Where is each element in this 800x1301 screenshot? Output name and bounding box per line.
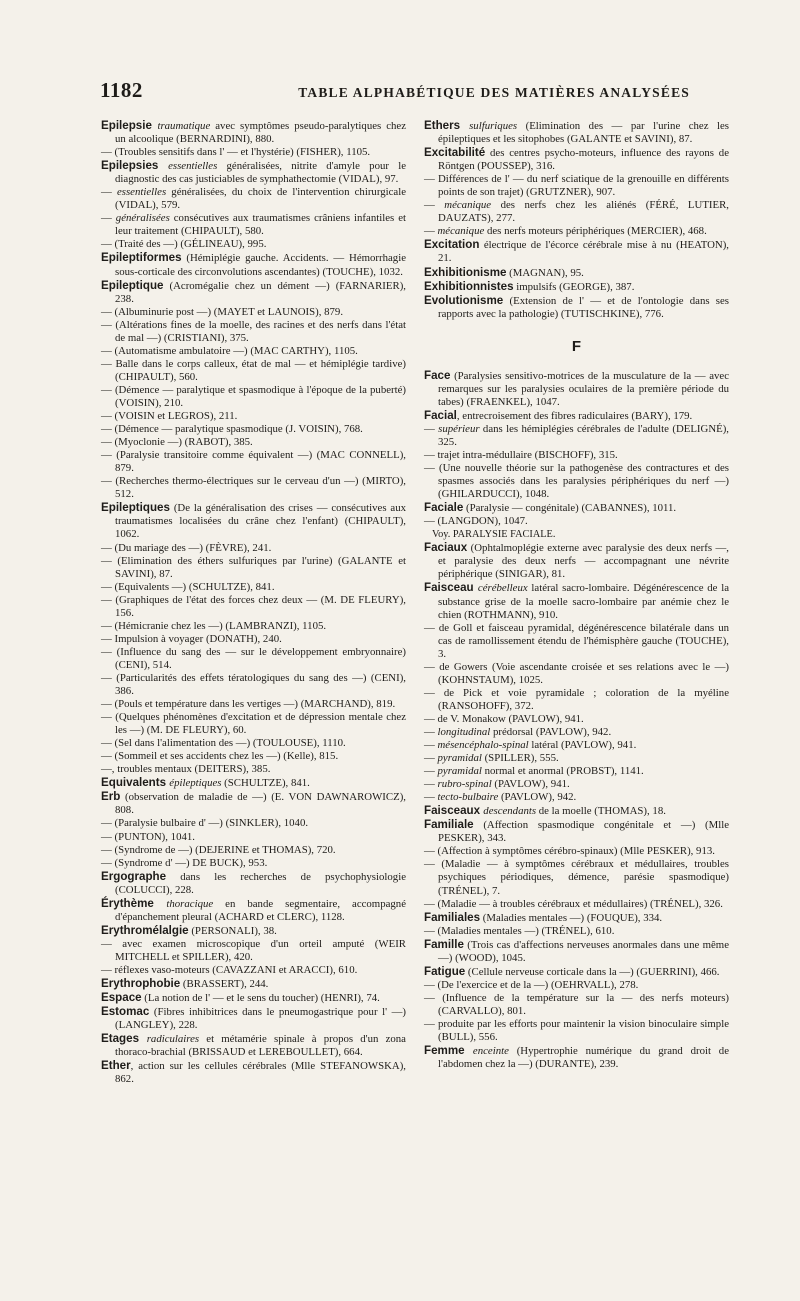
entry-heading: Epileptique: [101, 278, 164, 292]
index-entry: [424, 965, 729, 979]
right-column-bottom: [424, 369, 729, 1071]
entry-text: (Hémiplégie gauche. Accidents. — Hémorrhagie sous-corticale des circonvolutions ascendantes) (TOUCHE), 1032.: [115, 252, 406, 278]
page-number: 1182: [100, 78, 143, 102]
entry-qualifier: généralisées: [115, 212, 170, 225]
entry-text: — (Recherches thermo-électriques sur le cerveau d'un —) (MIRTO), 512.: [101, 475, 406, 501]
index-entry: [101, 1032, 406, 1059]
entry-text: — (Influence de la température sur la — des nerfs moteurs) (CARVALLO), 801.: [424, 991, 729, 1017]
index-entry: [101, 711, 406, 737]
entry-text: — (Démence — paralytique spasmodique (J. VOISIN), 768.: [101, 423, 363, 436]
entry-text: (SPILLER), 555.: [481, 752, 559, 765]
index-entry: [101, 938, 406, 964]
entry-heading: Excitabilité: [424, 146, 486, 160]
right-column: [424, 119, 729, 1071]
entry-text: et métamérie spinale à propos d'un zona thoraco-brachial (BRISSAUD et LEREBOULLET), 664.: [115, 1033, 406, 1059]
entry-text: (Extension de l' — et de l'ontologie dans ses rapports avec la pathologie) (TUTISCHKINE), 776.: [438, 294, 729, 320]
entry-text: — (Altérations fines de la moelle, des racines et des nerfs dans l'état de mal —) (CRISTIANI), 375.: [101, 318, 406, 344]
index-entry: [101, 991, 406, 1005]
entry-qualifier: traumatique: [157, 120, 211, 132]
index-entry: [424, 726, 729, 739]
entry-text: —: [424, 422, 439, 435]
index-entry: [424, 423, 729, 449]
index-entry: [101, 1059, 406, 1086]
entry-text: — (Graphiques de l'état des forces chez deux — (M. DE FLEURY), 156.: [101, 593, 406, 619]
entry-heading: Facial: [424, 408, 457, 422]
entry-text: — (Démence — paralytique et spasmodique à l'époque de la puberté) (VOISIN), 210.: [101, 383, 406, 409]
entry-text: — Balle dans le corps calleux, état de mal — et hémiplégie tardive) (CHIPAULT), 560.: [101, 357, 406, 383]
index-entry: [101, 475, 406, 501]
entry-text: — (Albuminurie post —) (MAYET et LAUNOIS), 879.: [101, 305, 344, 318]
entry-heading: Espace: [101, 991, 142, 1005]
entry-text: — (Paralysie transitoire comme équivalent —) (MAC CONNELL), 879.: [101, 449, 406, 475]
entry-heading: Faisceau: [424, 581, 478, 595]
entry-text: de la moelle (THOMAS), 18.: [536, 805, 666, 818]
index-entry: [101, 146, 406, 159]
index-entry: [424, 541, 729, 581]
index-entry: [101, 186, 406, 212]
index-entry: [424, 449, 729, 462]
index-entry: [101, 581, 406, 594]
index-entry: [424, 1044, 729, 1071]
entry-text: (BRASSERT), 244.: [180, 978, 269, 991]
entry-heading: Exhibitionnistes: [424, 279, 514, 293]
entry-text: (La notion de l' — et le sens du toucher) (HENRI), 74.: [141, 992, 380, 1005]
entry-heading: Epilepsie: [101, 119, 158, 132]
entry-text: (PERSONALI), 38.: [188, 924, 277, 937]
index-entry: [424, 845, 729, 858]
entry-text: en bande segmentaire, accompagné d'épanchement pleural (ACHARD et CLERC), 1128.: [115, 897, 406, 923]
index-entry: [101, 698, 406, 711]
index-entry: [101, 672, 406, 698]
entry-text: — (Particularités des effets tératologiques du sang des —) (CENI), 386.: [101, 671, 406, 698]
entry-text: — (Paralysie bulbaire d' —) (SINKLER), 1040.: [101, 817, 309, 830]
entry-heading: Ether: [101, 1059, 131, 1073]
index-entry: [101, 436, 406, 449]
entry-text: — (Automatisme ambulatoire —) (MAC CARTHY), 1105.: [101, 344, 358, 357]
entry-qualifier: cérébelleux: [477, 582, 528, 595]
entry-heading: Faisceaux: [424, 804, 484, 818]
index-entry: [101, 423, 406, 436]
entry-qualifier: épileptiques: [169, 777, 222, 790]
index-entry: [101, 384, 406, 410]
index-entry: [101, 306, 406, 319]
entry-heading: Equivalents: [101, 776, 170, 790]
entry-text: — (Maladie — à troubles cérébraux et médullaires) (TRÉNEL), 326.: [424, 897, 723, 910]
entry-text: — Différences de l' — du nerf sciatique de la grenouille en différents points de son trajet) (GRUTZNER), 907.: [424, 173, 729, 199]
entry-text: (Fibres inhibitrices dans le pneumogastrique pour l' —) (LANGLEY), 228.: [115, 1006, 406, 1032]
entry-text: — de V. Monakow (PAVLOW), 941.: [424, 712, 584, 725]
index-entry: [424, 898, 729, 911]
index-entry: [101, 844, 406, 857]
index-entry: [101, 763, 406, 776]
entry-text: (Maladies mentales —) (FOUQUE), 334.: [480, 911, 663, 924]
entry-qualifier: essentielles: [116, 186, 167, 199]
entry-text: — (Affection à symptômes cérébro-spinaux) (Mlle PESKER), 913.: [424, 845, 715, 858]
index-entry: [424, 515, 729, 528]
index-entry: [424, 581, 729, 621]
index-entry: [424, 925, 729, 938]
entry-qualifier: enceinte: [472, 1045, 509, 1058]
index-entry: [424, 369, 729, 409]
entry-qualifier: supérieur: [438, 422, 480, 435]
entry-text: (Affection spasmodique congénitale et —) (Mlle PESKER), 343.: [438, 819, 729, 845]
index-entry: [424, 238, 729, 265]
index-entry: [101, 345, 406, 358]
entry-text: prédorsal (PAVLOW), 942.: [490, 725, 612, 738]
entry-text: — (Quelques phénomènes d'excitation et de dépression mentale chez les —) (M. DE FLEURY), 60.: [101, 711, 406, 737]
index-entry: [424, 687, 729, 713]
left-column: [101, 119, 406, 1086]
entry-heading: Faciaux: [424, 541, 468, 555]
entry-text: —: [424, 199, 445, 212]
index-entry: [101, 542, 406, 555]
entry-text: — produite par les efforts pour maintenir la vision binoculaire simple (BULL), 556.: [424, 1018, 729, 1044]
index-entry: [424, 778, 729, 791]
index-entry: [424, 713, 729, 726]
index-entry: [424, 858, 729, 897]
index-entry: [424, 938, 729, 965]
index-entry: [101, 790, 406, 817]
entry-text: —: [424, 725, 438, 738]
entry-heading: Estomac: [101, 1005, 150, 1019]
index-entry: [424, 739, 729, 752]
entry-heading: Familiale: [424, 818, 474, 832]
entry-text: (observation de maladie de —) (E. VON DAWNAROWICZ), 808.: [115, 791, 406, 817]
entry-heading: Femme: [424, 1044, 473, 1058]
entry-heading: Famille: [424, 937, 464, 951]
entry-text: consécutives aux traumatismes crâniens infantiles et leur traitement (CHIPAULT), 580.: [115, 212, 406, 238]
entry-text: — (Maladie — à symptômes cérébraux et médullaires, troubles psychiques périodiques, démence, parésie spasmodique) (TRÉNEL), 7.: [424, 858, 729, 897]
index-entry: [101, 897, 406, 924]
entry-text: — de Goll et faisceau pyramidal, dégénérescence bilatérale dans un cas de ramollissement étendu de l'hémisphère gauche (TOUCHE), 3.: [424, 621, 729, 660]
entry-text: (PAVLOW), 941.: [491, 778, 570, 791]
index-entry: [101, 737, 406, 750]
entry-text: (PAVLOW), 942.: [498, 791, 577, 804]
index-entry: [424, 146, 729, 173]
index-entry: [101, 319, 406, 345]
page-header: [100, 78, 760, 104]
entry-qualifier: sulfuriques: [469, 120, 518, 132]
index-entry: [424, 280, 729, 294]
entry-text: — (Sommeil et ses accidents chez les —) (Kelle), 815.: [101, 750, 339, 763]
entry-heading: Erb: [101, 790, 121, 804]
entry-qualifier: descendants: [483, 805, 537, 818]
entry-qualifier: pyramidal: [437, 752, 482, 765]
entry-heading: Evolutionisme: [424, 293, 504, 307]
entry-text: (Paralysies sensitivo-motrices de la musculature de la — avec remarques sur les paralysies oculaires de la première période du tabes) (FRAENKEL), 1047.: [438, 369, 729, 408]
entry-text: —: [424, 765, 438, 778]
entry-heading: Faciale: [424, 501, 464, 515]
index-entry: [424, 501, 729, 515]
entry-qualifier: tecto-bulbaire: [437, 791, 499, 804]
index-entry: [101, 358, 406, 384]
entry-qualifier: mésencéphalo-spinal: [437, 739, 529, 752]
entry-text: (Acromégalie chez un dément —) (FARNARIER), 238.: [115, 279, 406, 305]
entry-text: — (PUNTON), 1041.: [101, 830, 195, 843]
entry-heading: Erythrophobie: [101, 977, 181, 991]
entry-heading: Fatigue: [424, 964, 466, 978]
entry-heading: Epileptiques: [101, 501, 170, 515]
index-entry: [101, 279, 406, 306]
index-entry: [101, 251, 406, 278]
entry-text: — (VOISIN et LEGROS), 211.: [101, 410, 238, 423]
index-entry: [101, 977, 406, 991]
index-entry: [101, 750, 406, 763]
index-entry: [101, 119, 406, 146]
entry-text: — (Influence du sang des — sur le développement embryonnaire) (CENI), 514.: [101, 645, 406, 671]
index-entry: [424, 294, 729, 321]
index-entry: [424, 992, 729, 1018]
index-entry: [101, 924, 406, 938]
entry-text: dans les recherches de psychophysiologie (COLUCCI), 228.: [115, 870, 406, 896]
index-entry: [101, 776, 406, 790]
entry-text: , action sur les cellules cérébrales (Mlle STEFANOWSKA), 862.: [115, 1060, 406, 1086]
index-entry: [424, 765, 729, 778]
entry-qualifier: mécanique: [444, 199, 492, 212]
entry-heading: Érythème: [101, 896, 167, 910]
entry-text: des centres psycho-moteurs, influence des rayons de Röntgen (POUSSEP), 316.: [438, 147, 729, 173]
entry-text: — (Pouls et température dans les vertiges —) (MARCHAND), 819.: [101, 698, 396, 711]
entry-text: — (De l'exercice et de la —) (OEHRVALL), 278.: [424, 978, 639, 991]
entry-text: — (Hémicranie chez les —) (LAMBRANZI), 1105.: [101, 619, 327, 632]
entry-text: — Impulsion à voyager (DONATH), 240.: [101, 632, 282, 645]
index-entry: [424, 225, 729, 238]
index-entry: [424, 119, 729, 146]
entry-text: des nerfs chez les aliénés (FÉRÉ, LUTIER, DAUZATS), 277.: [438, 199, 729, 225]
entry-heading: Excitation: [424, 238, 480, 252]
entry-text: (Cellule nerveuse corticale dans la —) (GUERRINI), 466.: [465, 965, 720, 978]
entry-text: (Trois cas d'affections nerveuses anormales dans une même —) (WOOD), 1045.: [438, 938, 729, 964]
entry-qualifier: mécanique: [437, 225, 485, 238]
entry-text: —: [101, 212, 116, 225]
entry-qualifier: longitudinal: [437, 725, 491, 738]
index-entry: [101, 857, 406, 870]
entry-text: —: [424, 739, 438, 752]
entry-text: dans les hémiplégies cérébrales de l'adulte (DELIGNÉ), 325.: [438, 422, 730, 448]
entry-text: —: [101, 186, 117, 199]
entry-text: (SCHULTZE), 841.: [221, 777, 310, 790]
entry-text: (De la généralisation des crises — consécutives aux traumatismes localisées du crâne chez l'enfant) (CHIPAULT), 1062.: [115, 502, 406, 541]
entry-text: —, troubles mentaux (DEITERS), 385.: [101, 763, 271, 776]
entry-text: des nerfs moteurs périphériques (MERCIER), 468.: [484, 225, 707, 238]
entry-qualifier: rubro-spinal: [437, 778, 492, 791]
entry-text: — avec examen microscopique d'un orteil amputé (WEIR MITCHELL et SPILLER), 420.: [101, 937, 406, 963]
index-entry: [101, 646, 406, 672]
index-entry: [101, 501, 406, 541]
index-entry: [424, 818, 729, 845]
index-entry: [101, 410, 406, 423]
index-entry: [101, 831, 406, 844]
entry-text: latéral (PAVLOW), 941.: [528, 739, 637, 752]
index-entry: [101, 870, 406, 897]
entry-qualifier: thoracique: [166, 897, 214, 910]
index-entry: [424, 752, 729, 765]
entry-text: latéral sacro-lombaire. Dégénérescence de la substance grise de la moelle sacro-lombaire par anémie chez le chien (ROTHMANN), 910.: [438, 582, 729, 621]
index-entry: [424, 622, 729, 661]
entry-qualifier: pyramidal: [437, 765, 482, 778]
entry-heading: Erythromélalgie: [101, 923, 189, 937]
entry-heading: Epilepsies: [101, 159, 169, 173]
right-column-top: [424, 119, 729, 321]
entry-text: — trajet intra-médullaire (BISCHOFF), 315.: [424, 448, 618, 461]
entry-text: généralisées, nitrite d'amyle pour le diagnostic des cas justiciables de symphathectomie (VIDAL), 97.: [115, 160, 406, 186]
entry-text: (Ophtalmoplégie externe avec paralysie des deux nerfs —, et paralysie des deux nerfs — accompagnant une névrite périphérique (SINIGAR), 81.: [438, 542, 729, 581]
entry-text: avec symptômes pseudo-paralytiques chez un alcoolique (BERNARDINI), 880.: [115, 120, 407, 146]
entry-text: normal et anormal (PROBST), 1141.: [481, 765, 644, 778]
index-entry: [424, 791, 729, 804]
index-entry: [424, 1018, 729, 1044]
entry-text: — réflexes vaso-moteurs (CAVAZZANI et ARACCI), 610.: [101, 964, 358, 976]
entry-text: — (Une nouvelle théorie sur la pathogenèse des contractures et des spasmes associés dans les paralysies périphériques du nerf —) (GHILARDUCCI), 1048.: [424, 462, 729, 501]
index-entry: [424, 199, 729, 225]
entry-qualifier: essentielles: [168, 160, 218, 173]
entry-text: , entrecroisement des fibres radiculaires (BARY), 179.: [456, 409, 693, 422]
index-entry: [101, 964, 406, 977]
index-entry: [101, 1005, 406, 1032]
index-entry: [424, 462, 729, 501]
entry-text: — (Myoclonie —) (RABOT), 385.: [101, 436, 253, 449]
entry-text: — (Equivalents —) (SCHULTZE), 841.: [101, 580, 275, 593]
entry-text: — (Troubles sensitifs dans l' — et l'hystérie) (FISHER), 1105.: [101, 146, 371, 159]
index-entry: [424, 804, 729, 818]
index-entry: [101, 555, 406, 581]
index-entry: [424, 173, 729, 199]
entry-heading: Ergographe: [101, 869, 167, 883]
entry-text: —: [424, 791, 438, 804]
index-entry: [424, 979, 729, 992]
cross-reference: Voy. PARALYSIE FACIALE.: [432, 529, 556, 541]
index-entry: [424, 409, 729, 423]
index-entry: [424, 911, 729, 925]
section-letter: F: [571, 337, 582, 355]
entry-text: —: [424, 225, 438, 238]
entry-text: généralisées, du choix de l'intervention chirurgicale (VIDAL), 579.: [115, 186, 406, 212]
entry-text: — de Pick et voie pyramidale ; coloration de la myéline (RANSOHOFF), 372.: [424, 686, 729, 712]
entry-text: — (Maladies mentales —) (TRÉNEL), 610.: [424, 924, 615, 937]
entry-text: — (Du mariage des —) (FÈVRE), 241.: [101, 541, 272, 554]
entry-heading: Face: [424, 368, 451, 382]
running-title: TABLE ALPHABÉTIQUE DES MATIÈRES ANALYSÉES: [298, 85, 690, 100]
entry-text: — (LANGDON), 1047.: [424, 515, 528, 528]
entry-text: impulsifs (GEORGE), 387.: [513, 280, 635, 293]
index-entry: [424, 661, 729, 687]
index-entry: [101, 212, 406, 238]
entry-text: — (Syndrome de —) (DEJERINE et THOMAS), 720.: [101, 843, 336, 856]
index-entry: [101, 238, 406, 251]
entry-heading: Familiales: [424, 910, 481, 924]
entry-text: — de Gowers (Voie ascendante croisée et ses relations avec le —) (KOHNSTAUM), 1025.: [424, 660, 729, 686]
entry-text: — (Elimination des éthers sulfuriques par l'urine) (GALANTE et SAVINI), 87.: [101, 554, 406, 580]
index-entry: [101, 620, 406, 633]
entry-heading: Ethers: [424, 119, 470, 132]
entry-text: (Paralysie — congénitale) (CABANNES), 1011.: [463, 502, 677, 515]
entry-text: —: [424, 778, 438, 791]
index-entry: [101, 159, 406, 186]
entry-heading: Epileptiformes: [101, 251, 182, 265]
index-entry: [424, 266, 729, 280]
entry-text: (MAGNAN), 95.: [506, 266, 584, 279]
index-entry: [101, 633, 406, 646]
entry-heading: Etages: [101, 1032, 147, 1046]
entry-text: électrique de l'écorce cérébrale mise à nu (HEATON), 21.: [438, 239, 729, 265]
index-entry: [101, 817, 406, 830]
index-entry: [101, 594, 406, 620]
entry-text: — (Traité des —) (GÉLINEAU), 995.: [101, 238, 267, 251]
entry-text: —: [424, 752, 438, 765]
entry-text: — (Sel dans l'alimentation des —) (TOULOUSE), 1110.: [101, 737, 346, 750]
entry-heading: Exhibitionisme: [424, 265, 507, 279]
index-entry: [101, 449, 406, 475]
entry-qualifier: radiculaires: [146, 1033, 200, 1046]
entry-text: — (Syndrome d' —) DE BUCK), 953.: [101, 856, 268, 869]
entry-text: (Elimination des — par l'urine chez les épileptiques et les sitophobes (GALANTE et SAVINI), 87.: [438, 120, 730, 146]
entry-text: (Hypertrophie numérique du grand droit de l'abdomen chez la —) (DURANTE), 239.: [438, 1045, 729, 1071]
